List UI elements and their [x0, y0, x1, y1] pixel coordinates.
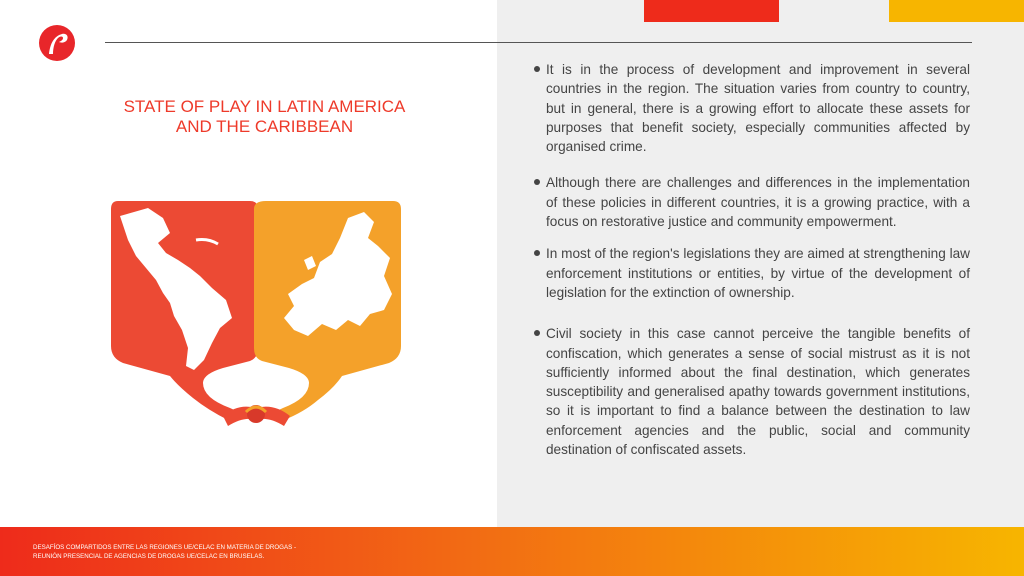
- bullet-item: Civil society in this case cannot perceive the tangible benefits of confiscation, which generates a sense of social mistrust as it is not sufficiently informed about the final destination, which generates susceptibility and generalised apathy towards government institutions, so it is important to find a balance between the destination to law enforcement agencies and the public, social and community destination of confiscated assets.: [532, 324, 970, 459]
- footer-line1: DESAFÍOS COMPARTIDOS ENTRE LAS REGIONES UE/CELAC EN MATERIA DE DROGAS -: [33, 544, 297, 551]
- bullet-list: [532, 60, 970, 459]
- header-divider: [105, 42, 972, 43]
- bullet-item: Although there are challenges and differences in the implementation of these policies in different countries, it is a growing practice, with a focus on restorative justice and community empowerment.: [532, 173, 970, 231]
- top-accent-yellow: [889, 0, 1024, 22]
- brand-logo-icon: [38, 24, 76, 62]
- americas-europe-emblem-icon: [108, 198, 404, 440]
- top-accent-red: [644, 0, 779, 22]
- slide-title-line1: STATE OF PLAY IN LATIN AMERICA: [123, 97, 406, 116]
- bullet-item: It is in the process of development and improvement in several countries in the region. The situation varies from country to country, but in general, there is a growing effort to allocate these assets for purposes that benefit society, especially communities affected by organised crime.: [532, 60, 970, 156]
- slide-title-line2: AND THE CARIBBEAN: [175, 117, 354, 136]
- bullet-item: In most of the region's legislations they are aimed at strengthening law enforcement institutions or entities, by virtue of the development of legislation for the extinction of ownership.: [532, 244, 970, 302]
- slide-title: [112, 97, 417, 137]
- footer-text: [33, 543, 296, 561]
- footer-line2: REUNIÓN PRESENCIAL DE AGENCIAS DE DROGAS UE/CELAC EN BRUSELAS.: [33, 553, 265, 560]
